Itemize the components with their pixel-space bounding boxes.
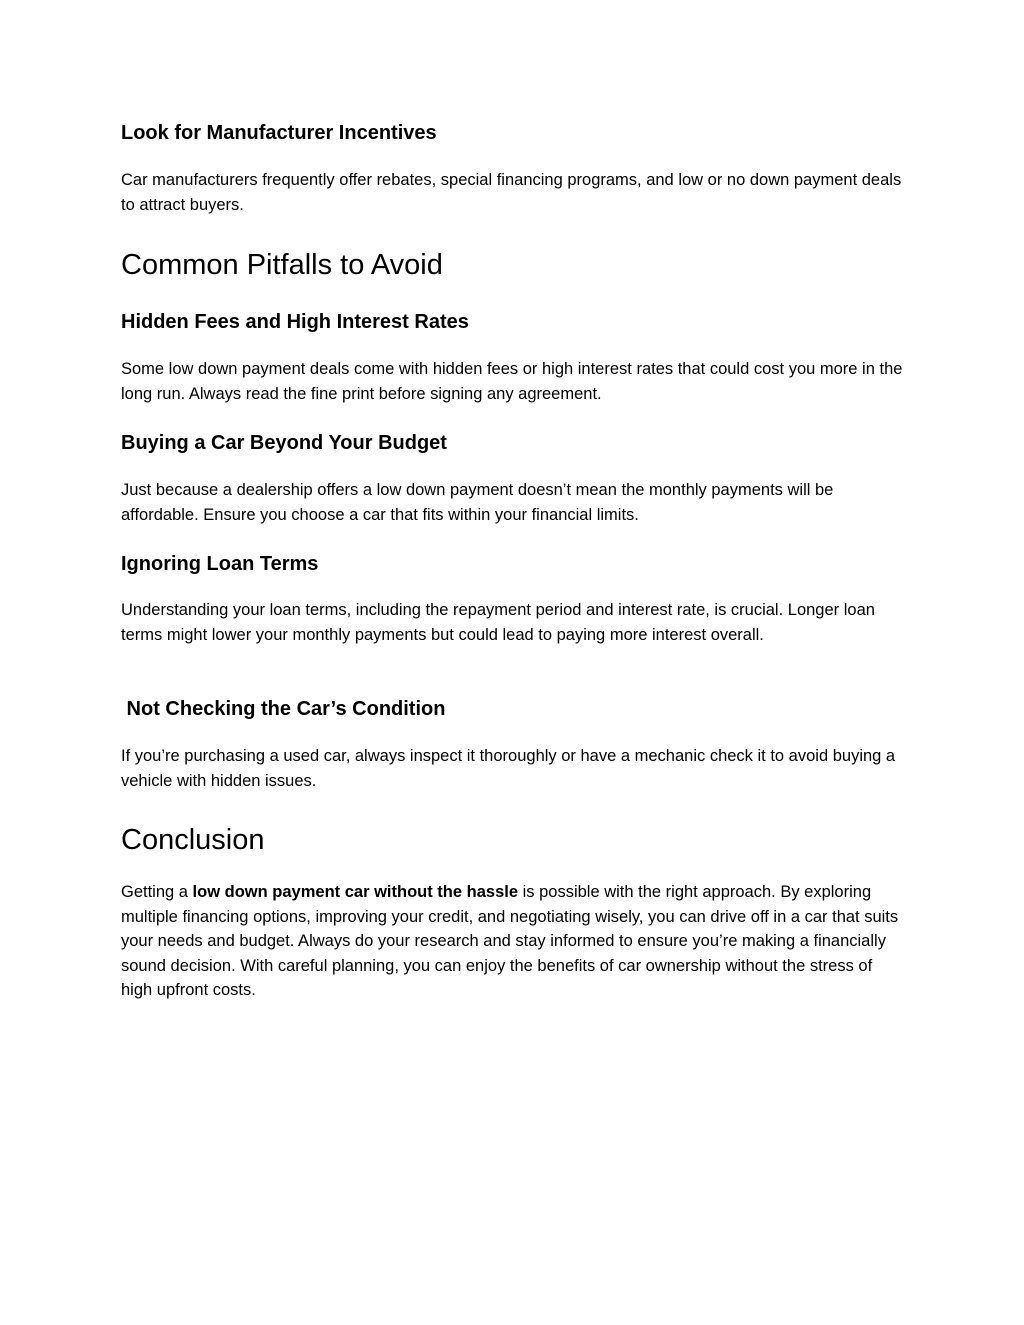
conclusion-heading: Conclusion	[121, 824, 265, 856]
incentives-heading: Look for Manufacturer Incentives	[121, 122, 437, 144]
condition-paragraph: If you’re purchasing a used car, always inspect it thoroughly or have a mechanic check it to avoid buying a vehicle with hidden issues.	[121, 747, 896, 790]
conclusion-rest: is possible with the right approach. By exploring multiple financing options, improving your credit, and negotiating wisely, you can drive off in a car that suits your needs and budget. Always do your research and stay informed to ensure you’re making a financially sound decision. With careful planning, you can enjoy the benefits of car ownership without the stress of high upfront costs.	[121, 883, 899, 999]
incentives-paragraph: Car manufacturers frequently offer rebates, special financing programs, and low or no down payment deals to attract buyers.	[121, 171, 902, 214]
conclusion-intro: Getting a	[121, 883, 193, 901]
hidden-fees-paragraph: Some low down payment deals come with hidden fees or high interest rates that could cost you more in the long run. Always read the fine print before signing any agreement.	[121, 360, 903, 403]
condition-heading: Not Checking the Car’s Condition	[121, 698, 446, 720]
budget-paragraph: Just because a dealership offers a low down payment doesn’t mean the monthly payments will be affordable. Ensure you choose a car that fits within your financial limits.	[121, 481, 834, 524]
loan-terms-heading: Ignoring Loan Terms	[121, 553, 319, 575]
hidden-fees-heading: Hidden Fees and High Interest Rates	[121, 311, 469, 333]
conclusion-paragraph	[121, 880, 906, 1003]
pitfalls-heading: Common Pitfalls to Avoid	[121, 249, 443, 281]
loan-terms-paragraph: Understanding your loan terms, including the repayment period and interest rate, is crucial. Longer loan terms might lower your monthly payments but could lead to paying more interest overall.	[121, 601, 875, 644]
conclusion-bold-phrase: low down payment car without the hassle	[192, 883, 519, 901]
budget-heading: Buying a Car Beyond Your Budget	[121, 432, 447, 454]
